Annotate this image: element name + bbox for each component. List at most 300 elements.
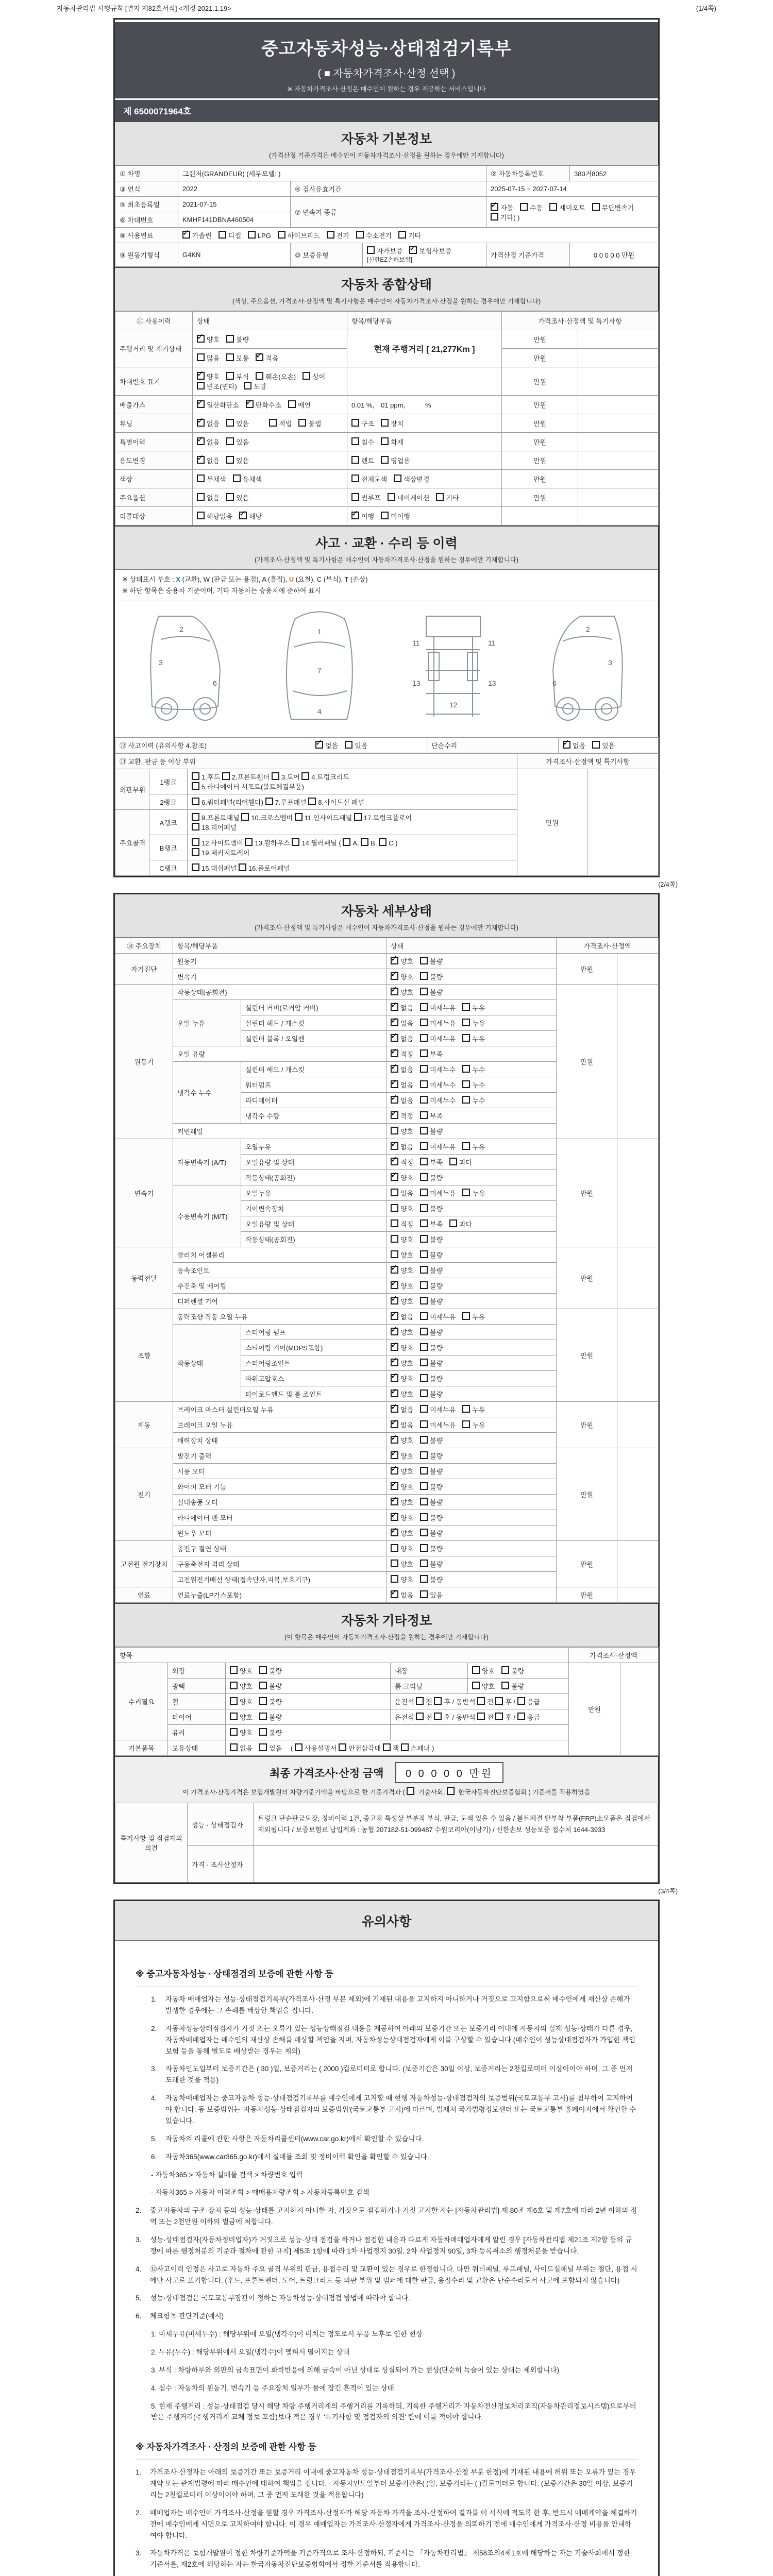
checkbox-option: 구조 xyxy=(351,418,374,428)
checkbox-option: ✓ 보험사보증 xyxy=(409,246,451,256)
checkbox xyxy=(462,1189,470,1196)
year-value: 2022 xyxy=(178,181,291,197)
page-marker-3: (3/4쪽) xyxy=(658,1888,678,1895)
table-row: 냉각수 누수 실린더 헤드 / 개스킷 ✓ 없음 미세누수 누수 xyxy=(115,1062,659,1077)
checkbox xyxy=(222,772,230,780)
checkbox-option: 기타( ) xyxy=(491,212,519,222)
checkbox-option: 불량 xyxy=(420,1389,443,1399)
checkbox-option: ✓ 없음 xyxy=(197,418,220,428)
notice-item: 3. 성능·상태점검자(자동차정비업자)가 거짓으로 성능·상태 점검을 하거나 점검한 내용과 다르게 자동차매매업자에게 알린 경우 [자동차관리법 제21조 제2항 등의 규정에 따른 행정처분의 기준과 절차에 관한 규칙] 제5조 1항에 따라 1차 사업정지 30일, 2차 사업정지 90일, 3차 등록취소의 행정처분을 받습니다. xyxy=(136,2235,632,2255)
table-row: 2랭크 6.쿼터패널(리어휀다) 7.루프패널 8.사이드실 패널 xyxy=(115,794,659,810)
checkbox-checked xyxy=(391,1482,398,1490)
checkbox xyxy=(420,1529,428,1536)
checkbox-checked xyxy=(391,1359,398,1366)
notice-heading-2: ※ 자동차가격조사 · 산정의 보증에 관한 사항 등 xyxy=(136,2432,637,2460)
checkbox-option: 세미오토 xyxy=(549,202,585,212)
section-comprehensive-note: (색상, 주요옵션, 가격조사·산정액 및 특기사항은 매수인이 자동차가격조사·산정을 원하는 경우에만 기재합니다) xyxy=(232,298,541,305)
checkbox xyxy=(420,1019,428,1026)
checkbox xyxy=(197,493,205,501)
checkbox-option: 무단변속기 xyxy=(592,202,634,212)
svg-text:13: 13 xyxy=(488,679,496,688)
checkbox xyxy=(381,456,389,464)
checkbox xyxy=(230,1728,238,1736)
notice-subitem: - 자동차365 > 자동차 실매물 검색 > 차량번호 입력 xyxy=(151,2171,303,2179)
checkbox-option: 있음 xyxy=(226,455,249,465)
table-row xyxy=(115,181,659,197)
table-header-row: ⑭ 주요장치 항목/해당부품 상태 가격조사·산정액 xyxy=(115,938,659,954)
checkbox xyxy=(354,813,362,821)
table-row xyxy=(115,243,659,267)
checkbox-option: ✓ 양호 xyxy=(391,1265,413,1275)
checkbox xyxy=(241,813,249,821)
checkbox-option: 불량 xyxy=(420,1513,443,1522)
svg-text:11: 11 xyxy=(488,639,496,648)
checkbox xyxy=(420,1560,428,1567)
table-row: 가격 · 조사산정자 xyxy=(115,1846,658,1883)
checkbox xyxy=(278,231,285,239)
checkbox xyxy=(477,1713,485,1720)
checkbox xyxy=(239,863,246,871)
checkbox-option: ✓ 양호 xyxy=(391,1343,413,1352)
table-row: 시동 모터 ✓ 양호 불량 xyxy=(115,1464,659,1479)
checkbox xyxy=(351,493,359,501)
checkbox-option: 누유 xyxy=(462,1018,485,1028)
checkbox-option: 양호 xyxy=(391,1204,413,1213)
table-row xyxy=(115,228,659,243)
checkbox-option: 부족 xyxy=(420,1049,443,1059)
vehicle-diagram-top xyxy=(264,608,375,730)
section-accident-note: (가격조사·산정액 및 특기사항은 매수인이 자동차가격조사·산정을 원하는 경우에만 기재합니다) xyxy=(255,556,518,564)
checkbox xyxy=(230,1697,238,1705)
vin-value: KMHF141DBNA460504 xyxy=(178,212,291,228)
checkbox-option: ✓ 없음 xyxy=(391,1095,413,1105)
odometer-value: 현재 주행거리 [ 21,277Km ] xyxy=(374,345,475,354)
checkbox-option: 미세누유 xyxy=(420,1142,456,1151)
section-basic-header xyxy=(115,121,658,165)
checkbox xyxy=(391,1219,398,1227)
section-basic-note: (가격산정 기준가격은 매수인이 자동차가격조사·산정을 원하는 경우에만 기재합니다) xyxy=(269,152,504,159)
checkbox xyxy=(295,1743,303,1751)
table-row: 제동 브레이크 마스터 실린더오일 누유 ✓ 없음 미세누유 누유 만원 xyxy=(115,1402,659,1417)
table-row: C랭크 15.대쉬패널 16.플로어패널 xyxy=(115,860,659,876)
checkbox-option: 과다 xyxy=(449,1219,472,1229)
notice-item: 2. 자동차성능상태점검자가 거짓 또는 오류가 있는 성능상태점검 내용을 제공하여 아래의 보증기간 또는 보증거리 이내에 자동차의 실제 성능·상태가 다른 경우, 자동차매매업자는 매수인의 재산상 손해를 배상할 책임을 지며, 자동차성능상태점검자에게 이를 구상할 수 있습니다.(매수인이 성능상태점검자가 가입한 책임보험 등을 통해 별도로 배상받는 경우는 제외) xyxy=(151,2024,636,2055)
table-row: 작동상태(공회전) ✓ 양호 불량 xyxy=(115,1170,659,1185)
table-row: 휠 양호 불량 운전석 전 후 / 동반석 전 후 / 응급 xyxy=(115,1694,659,1709)
accident-history-options xyxy=(311,738,427,753)
checkbox xyxy=(462,1405,470,1413)
checkbox-option: 부식 xyxy=(226,371,249,381)
table-row xyxy=(115,197,659,212)
checkbox xyxy=(351,474,359,482)
checkbox-option: 있음 xyxy=(345,740,367,750)
table-row: 특별이력 ✓ 없음 있음 침수 화재 만원 xyxy=(115,433,659,451)
notice-title: 유의사항 xyxy=(361,1914,412,1929)
table-row: 유리 양호 불량 xyxy=(115,1725,659,1740)
table-row: 외판부위 1랭크 1.후드 2.프론트휀더 3.도어 4.트렁크리드 5.라디에이터 서포트(볼트체결부품) 만원 xyxy=(115,769,659,794)
checkbox-checked xyxy=(197,400,205,408)
final-price-label: 최종 가격조사·산정 금액 xyxy=(269,1768,384,1780)
checkbox xyxy=(192,863,199,871)
checkbox-option: ✓ 적정 xyxy=(391,1111,413,1121)
checkbox xyxy=(226,493,234,501)
table-row: 조향 동력조향 작동 오일 누유 ✓ 없음 미세누유 누유 만원 xyxy=(115,1309,659,1325)
checkbox xyxy=(259,1713,267,1720)
transmission-label: ⑦ 변속기 종류 xyxy=(291,197,486,228)
notice-list-2 xyxy=(136,2205,637,2423)
comprehensive-state-table xyxy=(115,311,659,526)
notice-subitem: 4. 침수 : 자동차의 원동기, 변속기 등 주요장치 일부가 물에 잠긴 흔적이 있는 상태 xyxy=(151,2384,394,2392)
checkbox xyxy=(197,382,205,389)
checkbox-checked xyxy=(391,972,398,980)
table-row: 많음 보통 ✓ 적음 만원 xyxy=(115,349,659,367)
checkbox xyxy=(391,1575,398,1583)
car-name-label: ① 차명 xyxy=(115,166,178,181)
table-row: 구동축전지 격리 상태 양호 불량 xyxy=(115,1556,659,1572)
checkbox-option: 전기 xyxy=(327,230,349,240)
checkbox xyxy=(298,419,306,427)
checkbox xyxy=(272,772,279,780)
checkbox xyxy=(259,1697,267,1705)
checkbox-option: 해당없음 xyxy=(197,511,232,521)
checkbox xyxy=(356,231,364,239)
notice-item: 2. 매매업자는 매수인이 가격조사·산정을 원할 경우 가격조사·산정자가 해당 자동차 가격을 조사·산정하여 결과를 이 서식에 적도록 한 후, 반드시 매매계약을 체결하기 전에 매수인에게 서면으로 고지하여야 합니다. 이 경우 매매업자는 가격조사·산정자에게 가격조사·산정을 의뢰하기 전에 매수인에게 가격조사·산정 비용을 안내하여야 합니다. xyxy=(136,2509,637,2539)
checkbox-checked xyxy=(197,437,205,445)
checkbox xyxy=(501,1682,509,1689)
notice-item: 1. 자동차 매매업자는 성능·상태점검기록부(가격조사·산정 부분 제외)에 기재된 내용을 고지하지 아니하거나 거짓으로 고지함으로써 매수인에게 재산상 손해가 발생한 경우에는 그 손해를 배상할 책임을 집니다. xyxy=(151,1995,630,2015)
table-row: 용도변경 ✓ 없음 있음 렌트 영업용 만원 xyxy=(115,451,659,470)
base-price-value: 0 0 0 0 0 만원 xyxy=(570,243,659,267)
checkbox xyxy=(420,1250,428,1258)
svg-text:2: 2 xyxy=(179,625,184,634)
checkbox-option: 미이행 xyxy=(381,511,410,521)
table-row: 실린더 블록 / 오일팬 ✓ 없음 미세누유 누유 xyxy=(115,1031,659,1046)
checkbox-option: 불량 xyxy=(420,1435,443,1445)
checkbox xyxy=(447,1787,455,1795)
checkbox-option: ✓ 적음 xyxy=(256,353,278,363)
checkbox-option: 기타 xyxy=(398,230,421,240)
checkbox-checked xyxy=(391,1389,398,1397)
checkbox-option: ✓양호 xyxy=(197,334,220,344)
checkbox-option: 디젤 xyxy=(219,230,241,240)
table-row: 와이퍼 모터 기능 ✓ 양호 불량 xyxy=(115,1479,659,1495)
checkbox-option: 미세누유 xyxy=(420,1404,456,1414)
checkbox-checked xyxy=(409,246,417,254)
checkbox-option: 불량 xyxy=(501,1666,524,1675)
checkbox xyxy=(367,246,375,254)
checkbox-option: 불량 xyxy=(420,1528,443,1538)
checkbox-option: 불량 xyxy=(420,1327,443,1337)
notice-list-3 xyxy=(136,2467,637,2570)
basic-info-table xyxy=(115,165,659,267)
section-others-header xyxy=(115,1603,658,1647)
checkbox-option: 불량 xyxy=(420,1234,443,1244)
checkbox-option: ✓ 양호 xyxy=(391,1482,413,1492)
checkbox xyxy=(420,1127,428,1134)
checkbox-checked xyxy=(391,1498,398,1505)
checkbox xyxy=(420,1359,428,1366)
checkbox-option: 없음 xyxy=(197,493,220,502)
checkbox-option: ✓ 양호 xyxy=(391,1327,413,1337)
checkbox xyxy=(226,419,234,427)
checkbox xyxy=(391,1127,398,1134)
checkbox-option: ✓ 가솔린 xyxy=(182,230,212,240)
table-header-row: ⑬ 교환, 판금 등 이상 부위 가격조사·산정액 및 특기사항 xyxy=(115,754,659,769)
table-row: 광택 양호 불량 룸 크리닝 양호 불량 xyxy=(115,1679,659,1694)
checkbox-checked xyxy=(391,1343,398,1351)
checkbox-checked xyxy=(197,456,205,464)
checkbox-option: 불량 xyxy=(259,1697,282,1706)
checkbox xyxy=(226,353,234,361)
checkbox xyxy=(192,772,199,780)
checkbox xyxy=(420,988,428,995)
checkbox-option: 불량 xyxy=(259,1681,282,1691)
checkbox xyxy=(295,813,303,821)
table-row: 전기 발전기 출력 ✓ 양호 불량 만원 xyxy=(115,1448,659,1464)
checkbox-checked xyxy=(391,1173,398,1181)
checkbox xyxy=(420,1467,428,1475)
checkbox-option: 불량 xyxy=(420,1265,443,1275)
checkbox-option: 기타 xyxy=(436,493,459,502)
checkbox-option: 양호 xyxy=(230,1712,253,1722)
checkbox xyxy=(436,493,444,501)
checkbox xyxy=(230,1682,238,1689)
table-row: 연료 연료누출(LP가스포함) ✓ 없음 있음 만원 xyxy=(115,1587,659,1603)
checkbox-option: 불량 xyxy=(420,1559,443,1569)
checkbox-option: 불량 xyxy=(420,1281,443,1291)
table-row: 리콜대상 해당없음 ✓ 해당 ✓ 이행 미이행 xyxy=(115,507,659,526)
table-row: 작동상태 스티어링 펌프 ✓ 양호 불량 xyxy=(115,1325,659,1340)
checkbox-option: 도말 xyxy=(244,381,266,391)
checkbox-option: 장치 xyxy=(381,418,404,428)
svg-text:1: 1 xyxy=(317,628,322,636)
checkbox-option: 양호 xyxy=(230,1727,253,1737)
checkbox-option: ✓ 없음 xyxy=(315,740,338,750)
notice-list-1 xyxy=(136,1994,637,2198)
document-title: 중고자동차성능·상태점검기록부 xyxy=(261,39,512,59)
checkbox xyxy=(345,741,352,749)
checkbox-option: ✓ 없음 xyxy=(391,1142,413,1151)
table-row: 실린더 헤드 / 개스킷 ✓ 없음 미세누유 누유 xyxy=(115,1015,659,1031)
checkbox xyxy=(462,1065,470,1073)
notice-item: 6. 자동차365(www.car365.go.kr)에서 실매물 조회 및 정비이력 확인을 확인할 수 있습니다. xyxy=(151,2153,429,2161)
table-header-row: 항목 가격조사·산정액 xyxy=(115,1648,659,1663)
checkbox-option: 불량 xyxy=(420,1374,443,1383)
checkbox-option: ✓ 양호 xyxy=(391,1528,413,1538)
checkbox-option: 누유 xyxy=(462,1404,485,1414)
checkbox xyxy=(420,1204,428,1212)
checkbox-option: 무채색 xyxy=(197,474,226,484)
checkbox-option: 부족 xyxy=(420,1157,443,1167)
checkbox xyxy=(420,1065,428,1073)
checkbox xyxy=(477,1697,485,1705)
checkbox-option: ✓ 일산화탄소 xyxy=(197,400,239,410)
checkbox xyxy=(420,1451,428,1459)
table-row: 기어변속장치 양호 불량 xyxy=(115,1201,659,1216)
table-row: 라디에이터 팬 모터 ✓ 양호 불량 xyxy=(115,1510,659,1526)
checkbox-option: 색상변경 xyxy=(394,474,429,484)
checkbox-option: 불량 xyxy=(420,972,443,981)
checkbox xyxy=(420,957,428,964)
checkbox-option: 침수 xyxy=(351,437,374,447)
checkbox xyxy=(288,400,296,408)
checkbox-option: ✓ 양호 xyxy=(391,1296,413,1306)
checkbox xyxy=(501,1666,509,1674)
panel-exchange-table xyxy=(115,753,659,876)
checkbox xyxy=(462,1142,470,1150)
checkbox-option: 양호 xyxy=(391,1544,413,1553)
reg-no-value: 380거8052 xyxy=(570,166,659,181)
checkbox-option: ✓ 없음 xyxy=(391,1404,413,1414)
checkbox xyxy=(248,231,256,239)
checkbox-checked xyxy=(391,957,398,964)
checkbox-option: 적정 xyxy=(391,1219,413,1229)
checkbox-checked xyxy=(391,1436,398,1444)
checkbox-option: ✓ 없음 xyxy=(197,455,220,465)
checkbox-checked xyxy=(197,335,205,343)
checkbox xyxy=(462,1003,470,1011)
checkbox-option: ✓ 없음 xyxy=(391,1420,413,1430)
state-symbols-legend: ※ 상태표시 부호 : X (교환), W (판금 또는 용접), A (흠집), U (요철), C (부식), T (손상) xyxy=(122,575,368,583)
checkbox-option: 불량 xyxy=(259,1712,282,1722)
checkbox xyxy=(420,1189,428,1196)
checkbox-option: ✓ 양호 xyxy=(391,1466,413,1476)
checkbox xyxy=(420,1266,428,1274)
inspection-label: ④ 검사유효기간 xyxy=(291,181,486,197)
svg-text:6: 6 xyxy=(552,679,557,688)
checkbox xyxy=(434,1697,442,1705)
checkbox-option: 불량 xyxy=(420,1482,443,1492)
checkbox-option: 불량 xyxy=(420,1204,443,1213)
reg-no-label: ② 자동차등록번호 xyxy=(486,166,570,181)
vehicle-diagrams xyxy=(115,601,658,737)
checkbox-option: ✓ 양호 xyxy=(391,1281,413,1291)
checkbox-option: 수소전기 xyxy=(356,230,392,240)
checkbox-option: ✓자동 xyxy=(491,202,513,212)
checkbox xyxy=(549,203,557,211)
table-row: 오일유량 및 상태 ✓ 적정 부족 과다 xyxy=(115,1155,659,1170)
accident-note-2: ※ 하단 항목은 승용차 기준이며, 기타 자동차는 승용차에 준하여 표시 xyxy=(122,587,322,595)
first-reg-label: ⑤ 최초등록일 xyxy=(115,197,178,212)
checkbox-option: 부족 xyxy=(420,1219,443,1229)
checkbox-option: ✓ 양호 xyxy=(391,1389,413,1399)
checkbox xyxy=(381,437,389,445)
checkbox-checked xyxy=(391,1405,398,1413)
checkbox-option: 많음 xyxy=(197,353,220,363)
notice-subitem: 5. 현재 주행거리 : 성능·상태점검 당시 해당 차량 주행거리계의 주행거리를 기록하되, 기록한 주행거리가 자동차전산정보처리조직(자동차관리정보시스템)으로부터 받은 주행거리(주행거리계 교체 정보 포함)보다 적은 경우 '특기사항 및 점검자의 의견' 란에 이를 적어야 합니다. xyxy=(151,2402,636,2421)
checkbox xyxy=(339,1743,346,1751)
checkbox xyxy=(233,474,241,482)
checkbox xyxy=(383,1743,391,1751)
checkbox xyxy=(259,1682,267,1689)
checkbox xyxy=(420,1173,428,1181)
checkbox xyxy=(420,1374,428,1382)
checkbox xyxy=(420,1281,428,1289)
checkbox-option: 부족 xyxy=(420,1111,443,1121)
vehicle-diagram-left-side xyxy=(130,608,241,730)
checkbox xyxy=(449,1219,457,1227)
checkbox xyxy=(398,231,406,239)
checkbox-checked xyxy=(239,512,247,519)
table-row: 브레이크 오일 누유 ✓ 없음 미세누유 누유 xyxy=(115,1417,659,1433)
table-row: 동력전달 클러치 어셈블리 양호 불량 만원 xyxy=(115,1247,659,1263)
checkbox xyxy=(343,838,350,846)
checkbox-checked xyxy=(563,741,570,749)
checkbox xyxy=(420,1544,428,1552)
notice-item: 6. 체크항목 판단기준(예시) xyxy=(136,2312,224,2320)
checkbox xyxy=(226,456,234,464)
checkbox-checked xyxy=(391,1297,398,1304)
checkbox-option: 불량 xyxy=(259,1727,282,1737)
vehicle-diagram-underbody xyxy=(398,608,509,730)
notice-item: 5. 성능·상태점검은 국토교통부장관이 정하는 자동차성능·상태점검 방법에 따라야 합니다. xyxy=(136,2294,410,2302)
notice-subitem: - 자동차365 > 자동차 이력조회 > 매매용차량조회 > 자동차등록번호 검색 xyxy=(151,2189,369,2197)
checkbox-option: 불량 xyxy=(420,1451,443,1461)
checkbox-option: 누유 xyxy=(462,1312,485,1321)
checkbox-option: 양호 xyxy=(230,1681,253,1691)
checkbox xyxy=(192,823,199,831)
checkbox-checked xyxy=(391,1420,398,1428)
sheet-page3-notice xyxy=(113,1900,660,2576)
checkbox-option: ✓ 양호 xyxy=(391,987,413,997)
table-row: B랭크 12.사이드멤버 13.휠하우스 14.필러패널 ( A, B, C ) 19.패키지트레이 xyxy=(115,835,659,860)
checkbox xyxy=(416,1713,424,1720)
checkbox-option: 있음 xyxy=(420,1590,443,1600)
final-price-block xyxy=(115,1756,658,1803)
document-subtitle: ( ■ 자동차가격조사·산정 선택 ) xyxy=(317,68,456,79)
checkbox xyxy=(517,1697,525,1705)
checkbox-option: 양호 xyxy=(472,1666,495,1675)
checkbox-option: ✓ 없음 xyxy=(391,1064,413,1074)
checkbox xyxy=(381,512,389,519)
warranty-label: ⑩ 보증유형 xyxy=(291,243,363,267)
checkbox-option: 자가보증 xyxy=(367,246,402,256)
checkbox xyxy=(197,353,205,361)
checkbox xyxy=(197,474,205,482)
checkbox-option: ✓ 없음 xyxy=(391,1003,413,1012)
checkbox-checked xyxy=(391,1374,398,1382)
checkbox-option: 불량 xyxy=(420,1574,443,1584)
checkbox-option: 과다 xyxy=(449,1157,472,1167)
notice-item: 5. 자동차의 리콜에 관한 사항은 자동차리콜센터(www.car.go.kr)에서 확인할 수 있습니다. xyxy=(151,2134,424,2143)
checkbox xyxy=(391,1544,398,1552)
sheet-page1 xyxy=(113,18,660,877)
checkbox-checked xyxy=(391,1096,398,1104)
checkbox-option: 적법 xyxy=(269,418,292,428)
checkbox xyxy=(420,1343,428,1351)
checkbox xyxy=(391,1560,398,1567)
checkbox-option: LPG xyxy=(248,231,271,240)
table-row: 색상 무채색 유채색 전체도색 색상변경 만원 xyxy=(115,470,659,488)
page-marker-2: (2/4쪽) xyxy=(658,881,678,889)
checkbox xyxy=(351,456,359,464)
checkbox xyxy=(379,838,386,846)
checkbox-checked xyxy=(391,1590,398,1598)
table-row: 배력장치 상태 ✓ 양호 불량 xyxy=(115,1433,659,1448)
base-price-label: 가격산정 기준가격 xyxy=(486,243,570,267)
checkbox xyxy=(449,1158,457,1165)
section-accident-header xyxy=(115,526,658,570)
checkbox xyxy=(230,1666,238,1674)
checkbox-option: 불량 xyxy=(420,1126,443,1136)
checkbox xyxy=(420,1328,428,1335)
checkbox-option: ✓ 없음 xyxy=(563,740,585,750)
checkbox xyxy=(226,437,234,445)
checkbox xyxy=(420,1312,428,1320)
svg-text:3: 3 xyxy=(608,658,612,667)
checkbox-option: 렌트 xyxy=(351,455,374,465)
checkbox-option: ✓ 양호 xyxy=(391,1513,413,1522)
